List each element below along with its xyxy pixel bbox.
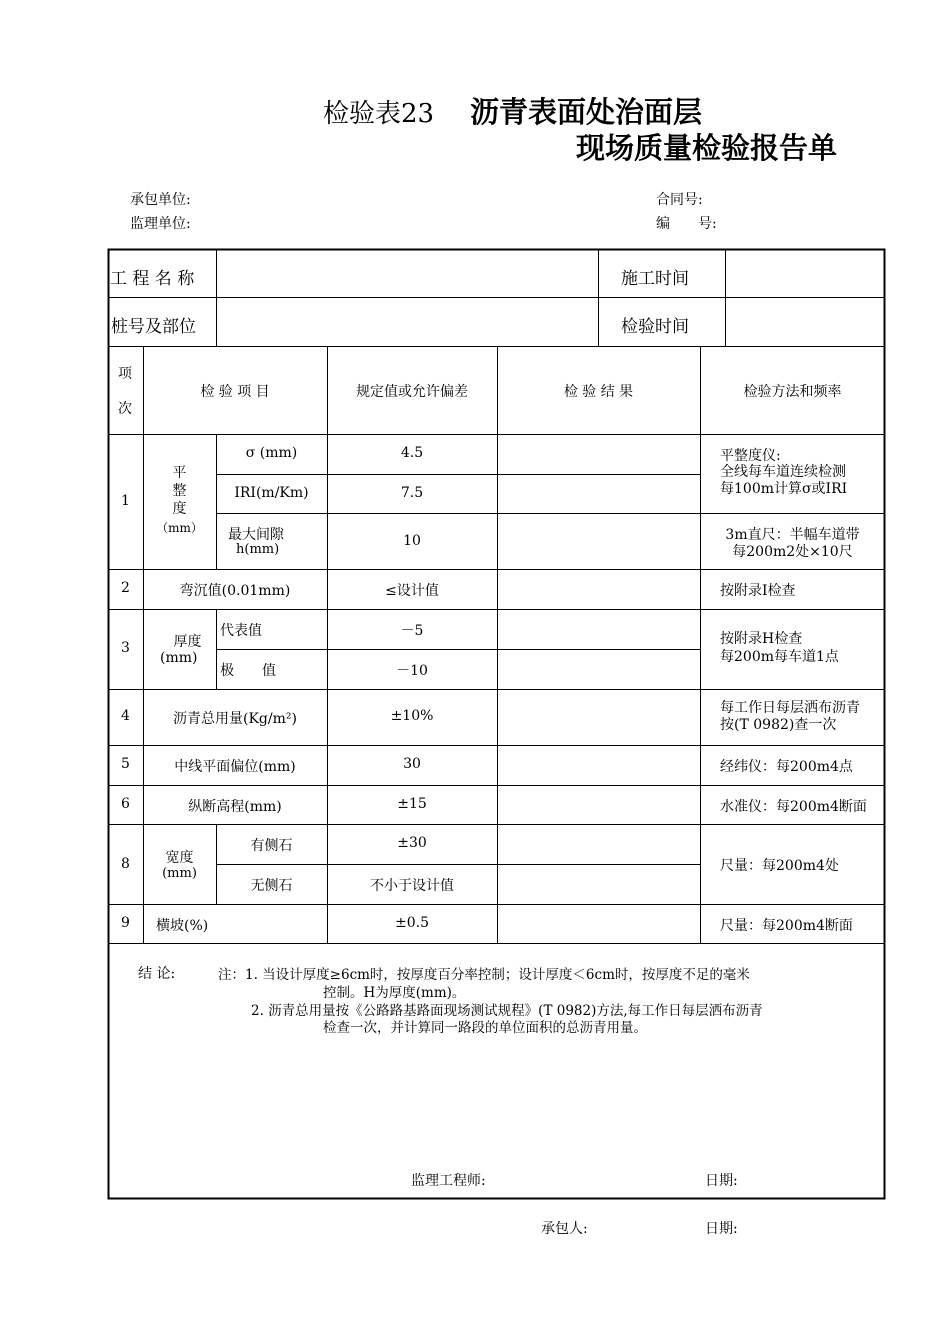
row4-method-2: 按(T 0982)查一次 [720, 717, 837, 733]
col-spec-header: 规定值或允许偏差 [356, 384, 468, 400]
col-method-header: 检验方法和频率 [743, 384, 842, 400]
row8-sub2-name: 无侧石 [250, 878, 293, 894]
row8-group-1: 宽度 [165, 850, 194, 866]
row8-method: 尺量：每200m4处 [720, 858, 839, 874]
row1-group-4: （mm） [156, 521, 203, 535]
row5-item: 中线平面偏位(mm) [174, 759, 296, 775]
row9-spec: ±0.5 [395, 915, 429, 931]
row1-group-3: 度 [172, 501, 187, 517]
engineer-label: 监理工程师: [411, 1173, 486, 1189]
conclusion-note2-b: 检查一次，并计算同一路段的单位面积的总沥青用量。 [323, 1020, 647, 1036]
row6-result[interactable] [498, 786, 699, 823]
row1-sub2-spec: 7.5 [400, 485, 424, 501]
row2-method: 按附录I检查 [720, 583, 796, 599]
row3-sub1-result[interactable] [498, 610, 699, 648]
row1-sub1-spec: 4.5 [400, 445, 424, 461]
form-number: 检验表23 [323, 99, 435, 129]
row2-item: 弯沉值(0.01mm) [179, 583, 291, 599]
row1-group-2: 整 [172, 483, 187, 499]
row5-spec: 30 [403, 756, 421, 772]
row5-method: 经纬仪：每200m4点 [720, 759, 853, 775]
row9-method: 尺量：每200m4断面 [720, 918, 853, 934]
row5-result[interactable] [498, 746, 699, 784]
row8-sub1-result[interactable] [498, 825, 699, 863]
row1-method1-1: 平整度仪: [720, 448, 781, 464]
row8-sub2-result[interactable] [498, 865, 699, 903]
engineer-date-label: 日期: [705, 1173, 738, 1189]
contractor-label: 承包单位: [130, 192, 191, 208]
row4-method-1: 每工作日每层洒布沥青 [720, 700, 860, 716]
station-value[interactable] [217, 298, 597, 345]
row1-sub3-name-1: 最大间隙 [228, 527, 284, 543]
row3-sub1-spec: －5 [400, 623, 424, 639]
row1-sub3-result[interactable] [498, 514, 699, 568]
conclusion-note1-a: 注：1. 当设计厚度≥6cm时，按厚度百分率控制；设计厚度＜6cm时，按厚度不足的毫米 [218, 967, 750, 983]
row1-method1-2: 全线每车道连续检测 [720, 464, 846, 480]
row8-group-2: (mm) [162, 866, 197, 881]
row1-method2-1: 3m直尺：半幅车道带 [725, 527, 860, 543]
contractor-date-label: 日期: [705, 1221, 738, 1237]
row2-no: 2 [121, 580, 130, 596]
row8-sub2-spec: 不小于设计值 [370, 878, 454, 894]
project-name-value[interactable] [217, 250, 597, 297]
conclusion-note1-b: 控制。H为厚度(mm)。 [323, 985, 466, 1001]
row1-sub2-name: IRI(m/Km) [234, 485, 309, 501]
row4-spec: ±10% [390, 708, 434, 724]
inspection-time-value[interactable] [726, 298, 883, 345]
row1-sub3-name-2: h(mm) [236, 542, 280, 557]
construction-time-value[interactable] [726, 250, 883, 297]
row4-no: 4 [121, 708, 130, 724]
conclusion-note2-a: 2. 沥青总用量按《公路路基路面现场测试规程》(T 0982)方法,每工作日每层洒布沥青 [251, 1003, 763, 1019]
col-no-header-1: 项 [118, 366, 132, 382]
row6-no: 6 [121, 796, 130, 812]
row3-method-2: 每200m每车道1点 [720, 649, 839, 665]
station-label: 桩号及部位 [111, 317, 196, 337]
row6-item: 纵断高程(mm) [188, 799, 282, 815]
serial-no-label: 编 号: [656, 216, 717, 232]
row3-sub1-name: 代表值 [220, 623, 262, 639]
row9-item: 横坡(%) [156, 918, 209, 934]
row8-sub1-spec: ±30 [397, 835, 427, 851]
conclusion-label: 结 论: [138, 966, 176, 982]
row6-method: 水准仪：每200m4断面 [720, 799, 867, 815]
construction-time-label: 施工时间 [621, 269, 689, 289]
row2-spec: ≤设计值 [385, 583, 439, 599]
page-title: 沥青表面处治面层 [470, 95, 703, 129]
contractor-sign-label: 承包人: [541, 1221, 588, 1237]
row9-no: 9 [121, 915, 130, 931]
row5-no: 5 [121, 756, 130, 772]
project-name-label: 工 程 名 称 [110, 269, 195, 289]
row1-group-1: 平 [172, 465, 187, 481]
row1-sub3-spec: 10 [403, 533, 421, 549]
row3-sub2-name: 极 值 [220, 663, 276, 679]
row6-spec: ±15 [397, 796, 427, 812]
col-no-header-2: 次 [118, 401, 132, 417]
supervisor-label: 监理单位: [130, 216, 191, 232]
row3-sub2-spec: －10 [396, 663, 428, 679]
row8-no: 8 [121, 856, 130, 872]
row3-sub2-result[interactable] [498, 650, 699, 688]
row3-method-1: 按附录H检查 [720, 631, 803, 647]
row4-item: 沥青总用量(Kg/m²) [173, 711, 297, 727]
contract-no-label: 合同号: [656, 192, 703, 208]
inspection-time-label: 检验时间 [621, 317, 689, 337]
row3-group-1: 厚度 [173, 634, 202, 650]
row2-result[interactable] [498, 570, 699, 608]
row1-method2-2: 每200m2处×10尺 [732, 544, 853, 560]
row1-no: 1 [121, 493, 130, 509]
page-subtitle: 现场质量检验报告单 [576, 131, 838, 165]
col-item-header: 检 验 项 目 [200, 384, 270, 400]
row4-result[interactable] [498, 690, 699, 744]
row3-no: 3 [121, 640, 130, 656]
row1-sub1-result[interactable] [498, 435, 699, 473]
row3-group-2: (mm) [160, 650, 198, 666]
row1-sub2-result[interactable] [498, 475, 699, 512]
row9-result[interactable] [498, 905, 699, 942]
col-result-header: 检 验 结 果 [563, 384, 634, 400]
row1-method1-3: 每100m计算σ或IRI [720, 481, 848, 497]
row1-sub1-name: σ (mm) [245, 445, 298, 461]
row8-sub1-name: 有侧石 [250, 838, 293, 854]
